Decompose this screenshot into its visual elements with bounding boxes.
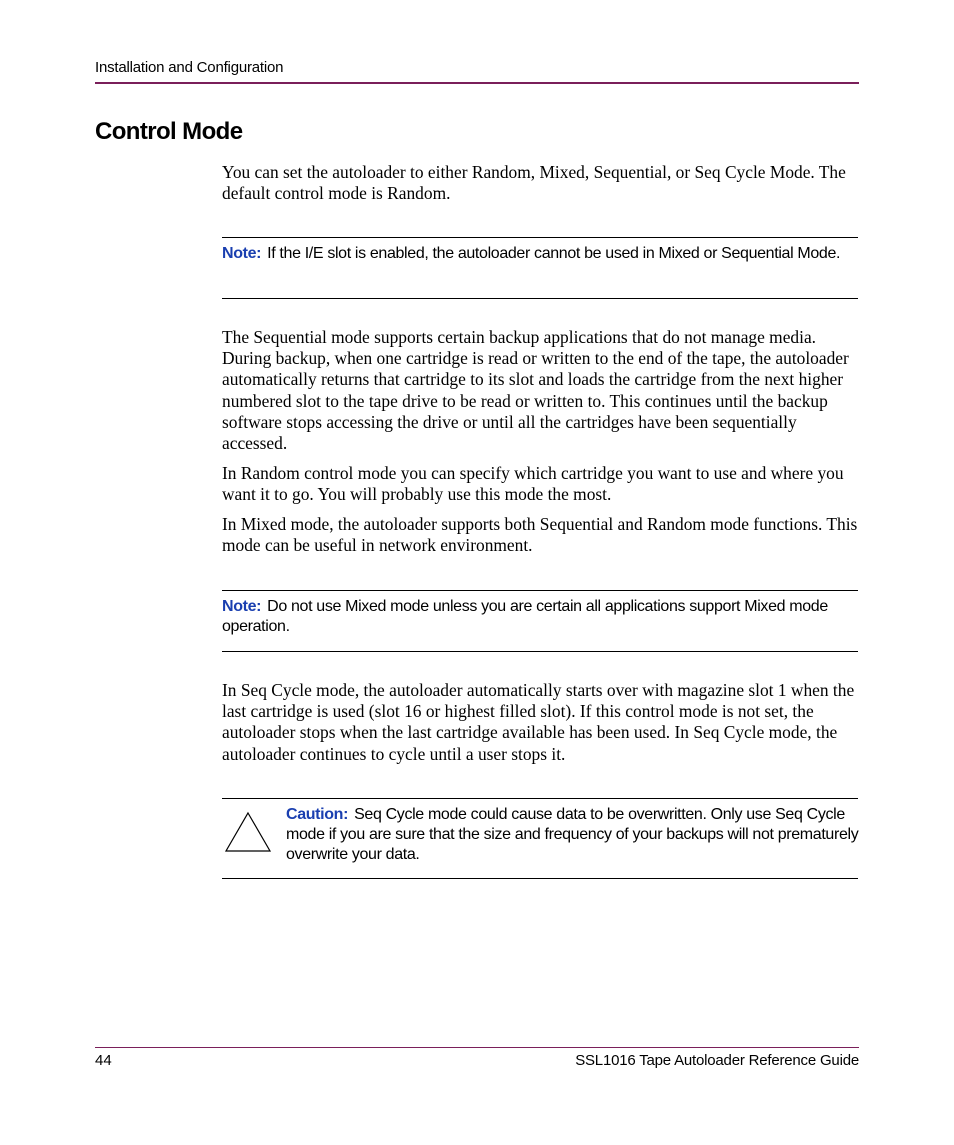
note-content [222, 244, 862, 264]
sequential-paragraph: The Sequential mode supports certain backup applications that do not manage media. During backup, when one cartridge is read or written to the end of the tape, the autoloader automatically returns that cartridge to its slot and loads the cartridge from the next higher numbered slot to the tape drive to be read or written to. This continues until the backup software stops accessing the drive or until all the cartridges have been sequentially accessed. [222, 327, 849, 454]
seq-cycle-paragraph: In Seq Cycle mode, the autoloader automatically starts over with magazine slot 1 when the last cartridge is used (slot 16 or highest filled slot). If this control mode is not set, the autoloader stops when the last cartridge available has been used. In Seq Cycle mode, the autoloader continues to cycle until a user stops it. [222, 680, 855, 764]
header-rule [95, 82, 859, 84]
note-box [222, 590, 858, 652]
caution-label: Caution: [286, 806, 349, 823]
running-header: Installation and Configuration [95, 59, 284, 76]
footer-rule [95, 1047, 859, 1048]
random-paragraph: In Random control mode you can specify which cartridge you want to use and where you want it to go. You will probably use this mode the most. [222, 463, 844, 505]
intro-paragraph: You can set the autoloader to either Random, Mixed, Sequential, or Seq Cycle Mode. The default control mode is Random. [222, 162, 846, 204]
guide-title: SSL1016 Tape Autoloader Reference Guide [575, 1052, 859, 1069]
caution-content [286, 805, 862, 865]
note-text: Do not use Mixed mode unless you are certain all applications support Mixed mode operation. [222, 598, 828, 635]
caution-triangle-icon [224, 811, 272, 853]
caution-box [222, 798, 858, 879]
note-text: If the I/E slot is enabled, the autoloader cannot be used in Mixed or Sequential Mode. [267, 245, 841, 262]
note-label: Note: [222, 245, 262, 262]
page-number: 44 [95, 1052, 112, 1069]
mixed-paragraph: In Mixed mode, the autoloader supports both Sequential and Random mode functions. This mode can be useful in network environment. [222, 514, 858, 556]
note-content [222, 597, 862, 637]
caution-text: Seq Cycle mode could cause data to be overwritten. Only use Seq Cycle mode if you are sure that the size and frequency of your backups will not prematurely overwrite your data. [286, 806, 859, 863]
note-label: Note: [222, 598, 262, 615]
page-title: Control Mode [95, 118, 243, 145]
note-box [222, 237, 858, 299]
